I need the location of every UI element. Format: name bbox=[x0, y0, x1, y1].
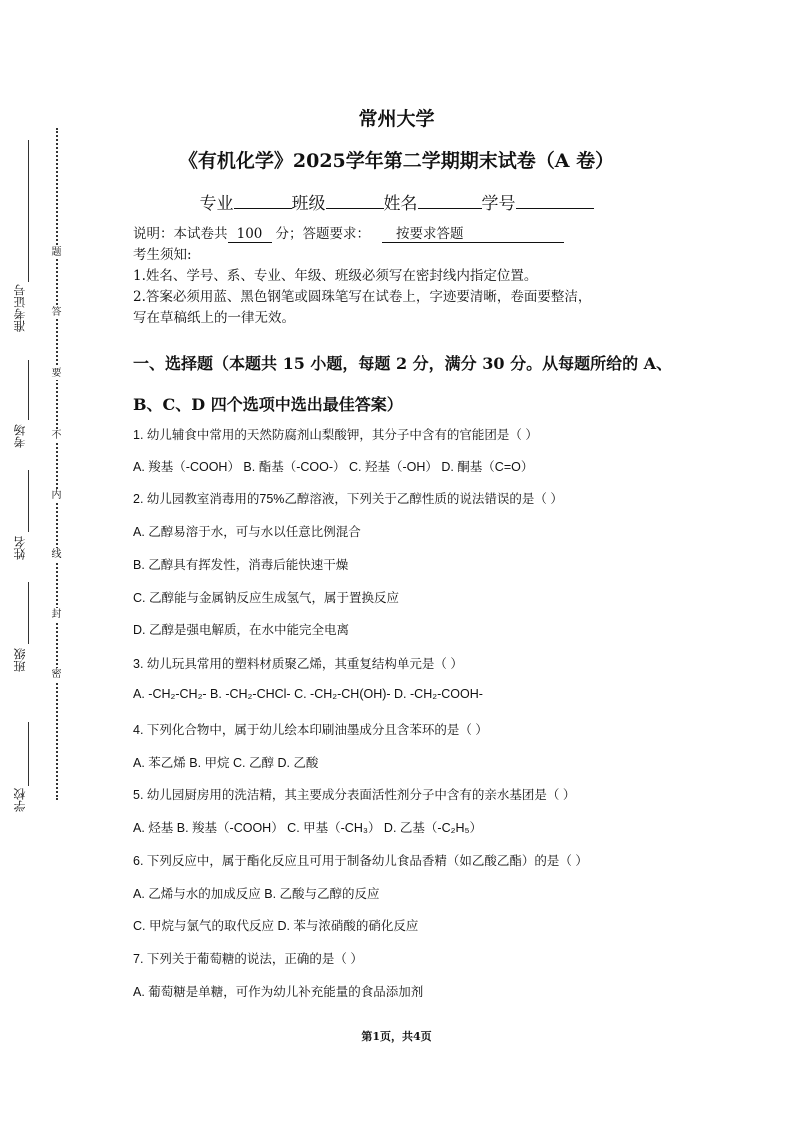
seal-word: 线 bbox=[51, 549, 62, 560]
seal-word: 题 bbox=[51, 247, 62, 258]
notice-item: 1.姓名、学号、系、专业、年级、班级必须写在密封线内指定位置。 bbox=[133, 268, 538, 284]
section-heading: 一、选择题（本题共 15 小题，每题 2 分，满分 30 分。从每题所给的 A、 bbox=[133, 354, 673, 373]
class-blank[interactable] bbox=[326, 194, 384, 209]
major-label: 专业 bbox=[199, 194, 234, 214]
total-score: 100 bbox=[228, 226, 272, 243]
answer-option: A. 烃基 B. 羧基（-COOH） C. 甲基（-CH₃） D. 乙基（-C₂H₅） bbox=[133, 821, 483, 835]
seal-word: 不 bbox=[51, 430, 62, 441]
exam-title: 《有机化学》2025学年第二学期期末试卷（A 卷） bbox=[178, 150, 615, 172]
page-footer: 第1页，共4页 bbox=[361, 1030, 432, 1043]
exam-instructions bbox=[133, 222, 564, 243]
instruction-text: 说明：本试卷共 bbox=[133, 226, 228, 242]
student-id-label: 学号 bbox=[481, 194, 516, 214]
class-line[interactable] bbox=[28, 582, 29, 644]
university-title: 常州大学 bbox=[358, 108, 435, 130]
answer-option: C. 甲烷与氯气的取代反应 D. 苯与浓硝酸的硝化反应 bbox=[133, 919, 419, 933]
school-line[interactable] bbox=[28, 722, 29, 786]
seal-word: 密 bbox=[51, 669, 62, 680]
section-heading: B、C、D 四个选项中选出最佳答案） bbox=[133, 395, 403, 414]
class-label: 班级 bbox=[13, 648, 27, 672]
seal-word: 答 bbox=[51, 307, 62, 318]
seal-word: 封 bbox=[51, 609, 62, 620]
exam-room-line[interactable] bbox=[28, 360, 29, 420]
seal-line bbox=[56, 128, 58, 800]
name-blank[interactable] bbox=[418, 194, 482, 209]
answer-option: A. 乙烯与水的加成反应 B. 乙酸与乙醇的反应 bbox=[133, 887, 380, 901]
question-stem: 6. 下列反应中，属于酯化反应且可用于制备幼儿食品香精（如乙酸乙酯）的是（ ） bbox=[133, 854, 588, 868]
question-stem: 7. 下列关于葡萄糖的说法，正确的是（ ） bbox=[133, 952, 363, 966]
question-stem: 4. 下列化合物中，属于幼儿绘本印刷油墨成分且含苯环的是（ ） bbox=[133, 723, 488, 737]
question-stem: 3. 幼儿玩具常用的塑料材质聚乙烯，其重复结构单元是（ ） bbox=[133, 657, 463, 671]
answer-requirement: 按要求答题 bbox=[382, 222, 564, 243]
name-label: 姓名 bbox=[13, 536, 27, 560]
answer-option: A. 苯乙烯 B. 甲烷 C. 乙醇 D. 乙酸 bbox=[133, 756, 319, 770]
exam-number-label: 准考证号 bbox=[13, 284, 27, 332]
answer-option: A. -CH₂-CH₂- B. -CH₂-CHCl- C. -CH₂-CH(OH)- D. -CH₂-COOH- bbox=[133, 687, 483, 701]
answer-option: A. 葡萄糖是单糖，可作为幼儿补充能量的食品添加剂 bbox=[133, 985, 424, 999]
question-stem: 1. 幼儿辅食中常用的天然防腐剂山梨酸钾，其分子中含有的官能团是（ ） bbox=[133, 428, 538, 442]
question-stem: 2. 幼儿园教室消毒用的75%乙醇溶液，下列关于乙醇性质的说法错误的是（ ） bbox=[133, 492, 563, 506]
name-label: 姓名 bbox=[383, 194, 418, 214]
answer-option: A. 羧基（-COOH） B. 酯基（-COO-） C. 羟基（-OH） D. 酮基（C=O） bbox=[133, 460, 534, 474]
student-id-blank[interactable] bbox=[516, 194, 594, 209]
student-info-fields bbox=[0, 189, 793, 214]
notice-item: 写在草稿纸上的一律无效。 bbox=[133, 310, 295, 326]
answer-option: A. 乙醇易溶于水，可与水以任意比例混合 bbox=[133, 525, 361, 539]
major-blank[interactable] bbox=[234, 194, 292, 209]
exam-room-label: 考场 bbox=[13, 424, 27, 448]
answer-option: C. 乙醇能与金属钠反应生成氢气，属于置换反应 bbox=[133, 591, 399, 605]
name-line[interactable] bbox=[28, 470, 29, 532]
school-label: 学校 bbox=[13, 788, 27, 812]
question-stem: 5. 幼儿园厨房用的洗洁精，其主要成分表面活性剂分子中含有的亲水基团是（ ） bbox=[133, 788, 576, 802]
class-label: 班级 bbox=[291, 194, 326, 214]
notice-title: 考生须知: bbox=[133, 247, 192, 263]
seal-word: 内 bbox=[51, 490, 62, 501]
instruction-text: 分；答题要求： bbox=[275, 226, 370, 242]
answer-option: B. 乙醇具有挥发性，消毒后能快速干燥 bbox=[133, 558, 349, 572]
seal-word: 要 bbox=[51, 368, 62, 379]
answer-option: D. 乙醇是强电解质，在水中能完全电离 bbox=[133, 623, 349, 637]
notice-item: 2.答案必须用蓝、黑色钢笔或圆珠笔写在试卷上，字迹要清晰，卷面要整洁， bbox=[133, 289, 592, 305]
